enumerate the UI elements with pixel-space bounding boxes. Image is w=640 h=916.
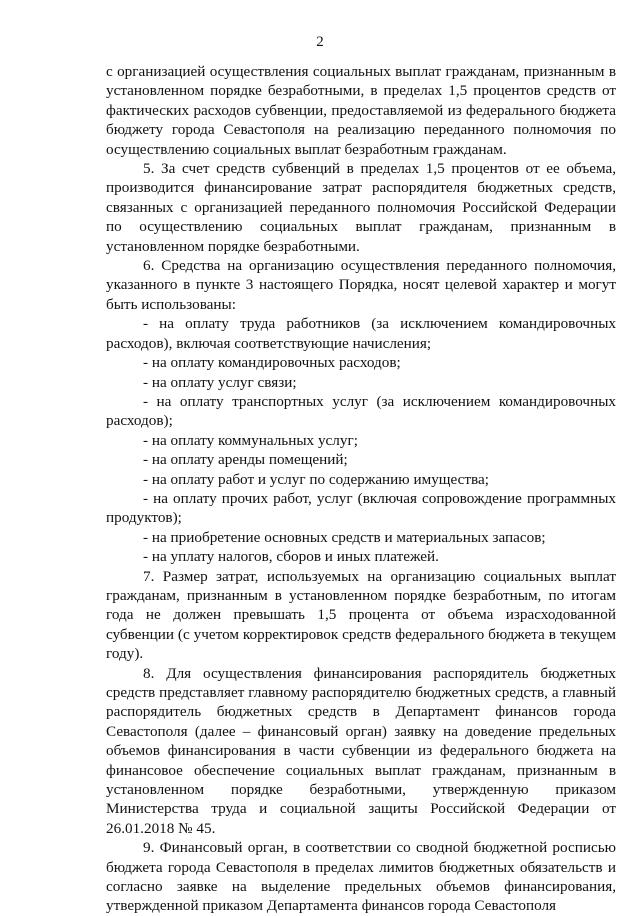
paragraph-item-8: 8. Для осуществления финансирования распорядитель бюджетных средств представляет главному распорядителю бюджетных средств, а главный распорядитель бюджетных средств в Департамент финансов города Севастополя (далее – финансовый орган) заявку на доведение предельных объемов финансирования в части субвенции из федерального бюджета на финансовое обеспечение социальных выплат гражданам, признанным в установленном порядке безработными, утвержденную приказом Министерства труда и социальной защиты Российской Федерации от 26.01.2018 № 45. [106,664,616,837]
document-body [106,62,616,916]
paragraph-item-5: 5. За счет средств субвенций в пределах 1,5 процентов от ее объема, производится финансирование затрат распорядителя бюджетных средств, связанных с организацией переданного полномочия Российской Федерации по осуществлению социальных выплат гражданам, признанным в установленном порядке безработными. [106,160,616,255]
page-number: 2 [316,34,324,50]
paragraph-item-6: 6. Средства на организацию осуществления переданного полномочия, указанного в пункте 3 настоящего Порядка, носят целевой характер и могут быть использованы: [106,257,616,313]
list-item-rent: - на оплату аренды помещений; [143,451,348,469]
paragraph-intro-continuation: с организацией осуществления социальных выплат гражданам, признанным в установленном порядке безработными, в пределах 1,5 процентов средств от фактических расходов субвенции, предоставляемой из федерального бюджета бюджету города Севастополя на реализацию переданного полномочия по осуществлению социальных выплат безработным гражданам. [106,63,616,158]
list-item-fixed-assets: - на приобретение основных средств и материальных запасов; [143,528,546,546]
list-item-taxes: - на уплату налогов, сборов и иных платежей. [143,548,439,566]
list-item-utilities: - на оплату коммунальных услуг; [143,431,358,449]
list-item-labor-payment: - на оплату труда работников (за исключением командировочных расходов), включая соответствующие начисления; [106,315,616,352]
list-item-property-maintenance: - на оплату работ и услуг по содержанию имущества; [143,470,489,488]
list-item-transport: - на оплату транспортных услуг (за исключением командировочных расходов); [106,392,616,430]
paragraph-item-7: 7. Размер затрат, используемых на организацию социальных выплат гражданам, признанным в установленном порядке безработным, по итогам года не должен превышать 1,5 процента от объема израсходованной субвенции (с учетом корректировок средств федерального бюджета в текущем году). [106,567,616,663]
paragraph-item-9: 9. Финансовый орган, в соответствии со сводной бюджетной росписью бюджета города Севастополя в пределах лимитов бюджетных обязательств и согласно заявке на выделение предельных объемов финансирования, утвержденной приказом Департамента финансов города Севастополя [106,839,616,915]
list-item-communication: - на оплату услуг связи; [143,373,297,391]
list-item-travel-expenses: - на оплату командировочных расходов; [143,354,401,372]
list-item-other-services: - на оплату прочих работ, услуг (включая сопровождение программных продуктов); [106,489,616,527]
